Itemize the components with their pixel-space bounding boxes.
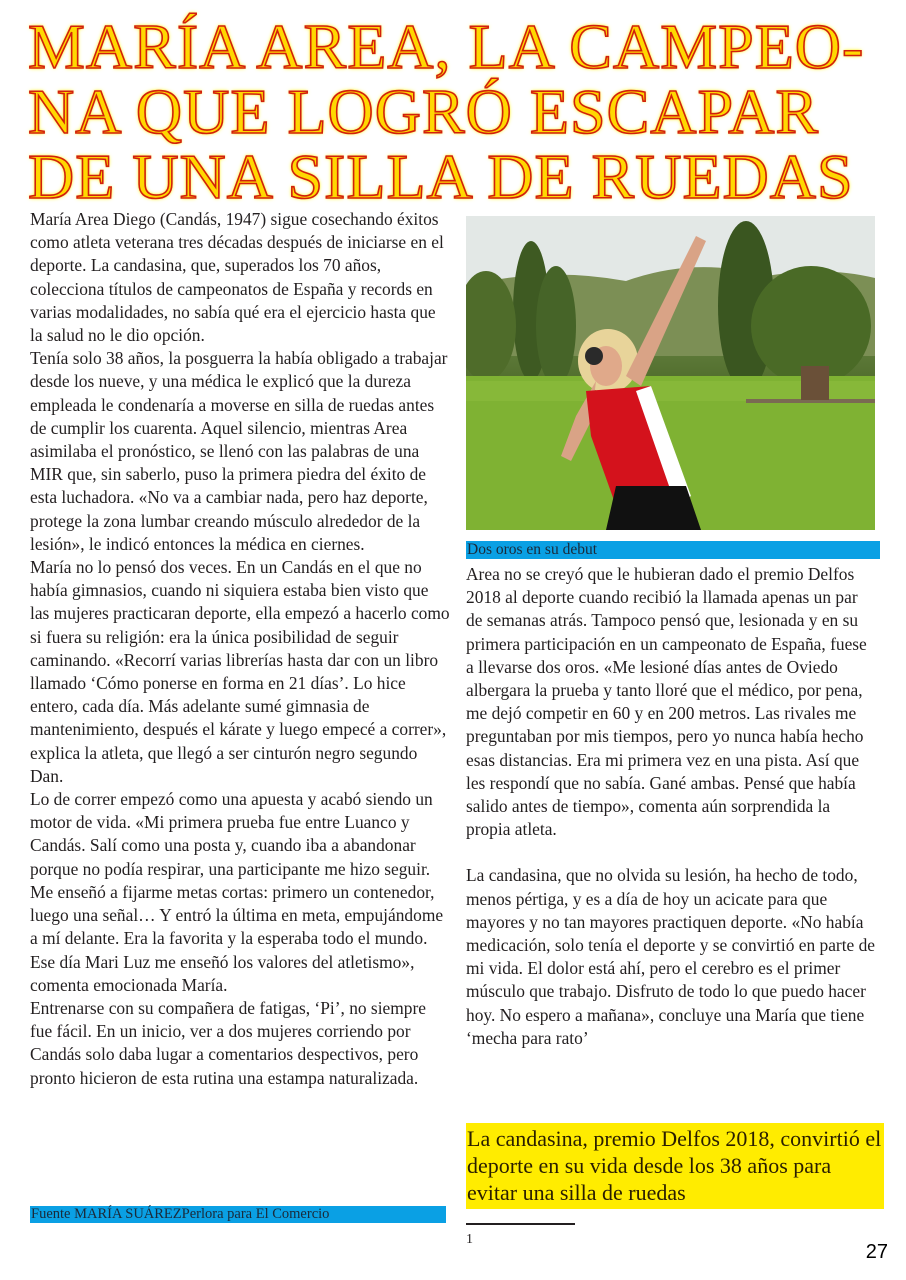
photo-caption: Dos oros en su debut <box>466 541 880 559</box>
right-column <box>466 563 878 1050</box>
paragraph: Lo de correr empezó como una apuesta y acabó siendo un motor de vida. «Mi primera prueba fue entre Luanco y Candás. Salí como una posta y, cuando iba a abandonar porque no podía respirar, una participante me hizo seguir. Me enseñó a fijarme metas cortas: primero un contenedor, luego una señal… Y entró la última en meta, empujándome a mí delante. Era la favorita y la esperaba todo el mundo. Ese día Mari Luz me enseñó los valores del atletismo», comenta emocionada María. <box>30 789 444 995</box>
footnote-divider <box>466 1223 575 1225</box>
athlete-photo <box>466 216 875 530</box>
paragraph: Area no se creyó que le hubieran dado el premio Delfos 2018 al deporte cuando recibió la llamada apenas un par de semanas atrás. Tampoco pensó que, lesionada y en su primera participación en un campeonato de España, fuese a llevarse dos oros. «Me lesioné días antes de Oviedo albergara la prueba y tanto lloré que el médico, por pena, me dejó competir en 60 y en 200 metros. Las rivales me preguntaban por mis tiempos, pero yo nunca había hecho esas distancias. Era mi primera vez en una pista. Así que les respondí que no sabía. Gané ambas. Pensé que había salido antes de tiempo», comenta aún sorprendida la propia atleta. <box>466 564 867 840</box>
left-column <box>30 208 450 1090</box>
title-line-3: DE UNA SILLA DE RUEDAS <box>28 141 854 212</box>
page-number: 27 <box>865 1241 888 1263</box>
paragraph: María no lo pensó dos veces. En un Candás en el que no había gimnasios, cuando ni siquiera estaba bien visto que las mujeres practicaran deporte, ella empezó a hacerlo como si fuera su religión: era la única posibilidad de seguir caminando. «Recorrí varias librerías hasta dar con un libro llamado ‘Cómo ponerse en forma en 21 días’. Lo hice entero, cada día. Más adelante sumé gimnasia de mantenimiento, después el kárate y luego empecé a correr», explica la atleta, que llegó a ser cinturón negro segundo Dan. <box>30 557 450 786</box>
pull-quote: La candasina, premio Delfos 2018, convirtió el deporte en su vida desde los 38 años para evitar una silla de ruedas <box>466 1123 884 1209</box>
paragraph-gap <box>466 841 878 864</box>
source-caption: Fuente MARÍA SUÁREZPerlora para El Comercio <box>30 1206 446 1223</box>
athlete-photo-illustration <box>466 216 875 530</box>
footnote-number: 1 <box>466 1232 473 1247</box>
title-line-2: NA QUE LOGRÓ ESCAPAR <box>28 76 820 147</box>
paragraph: Entrenarse con su compañera de fatigas, ‘Pi’, no siempre fue fácil. En un inicio, ver a dos mujeres corriendo por Candás solo daba lugar a comentarios despectivos, pero pronto hicieron de esta rutina una estampa naturalizada. <box>30 997 426 1088</box>
paragraph: Tenía solo 38 años, la posguerra la había obligado a trabajar desde los nueve, y una médica le explicó que la dureza empleada le condenaría a moverse en silla de ruedas antes de cumplir los cuarenta. Aquel silencio, mientras Area asimilaba el pronóstico, se llenó con las palabras de una MIR que, sin saberlo, puso la primera piedra del éxito de esta luchadora. «No va a cambiar nada, pero haz deporte, protege la zona lumbar creando músculo alrededor de la lesión», le indicó entonces la médica en ciernes. <box>30 348 448 554</box>
article-title <box>28 11 888 212</box>
title-line-1: MARÍA AREA, LA CAMPEO- <box>28 11 865 82</box>
paragraph: María Area Diego (Candás, 1947) sigue cosechando éxitos como atleta veterana tres décadas después de iniciarse en el deporte. La candasina, que, superados los 70 años, colecciona títulos de campeonatos de España y records en varias modalidades, no sabía qué era el ejercicio hasta que la salud no le dio opción. <box>30 209 444 346</box>
paragraph: La candasina, que no olvida su lesión, ha hecho de todo, menos pértiga, y es a día de hoy un acicate para que mayores y no tan mayores practiquen deporte. «No había medicación, solo tenía el deporte y se convirtió en parte de mi vida. El dolor está ahí, pero el cerebro es el primer músculo que trabajo. Disfruto de todo lo que puedo hacer hoy. No espero a mañana», concluye una María que tiene ‘mecha para rato’ <box>466 865 876 1048</box>
